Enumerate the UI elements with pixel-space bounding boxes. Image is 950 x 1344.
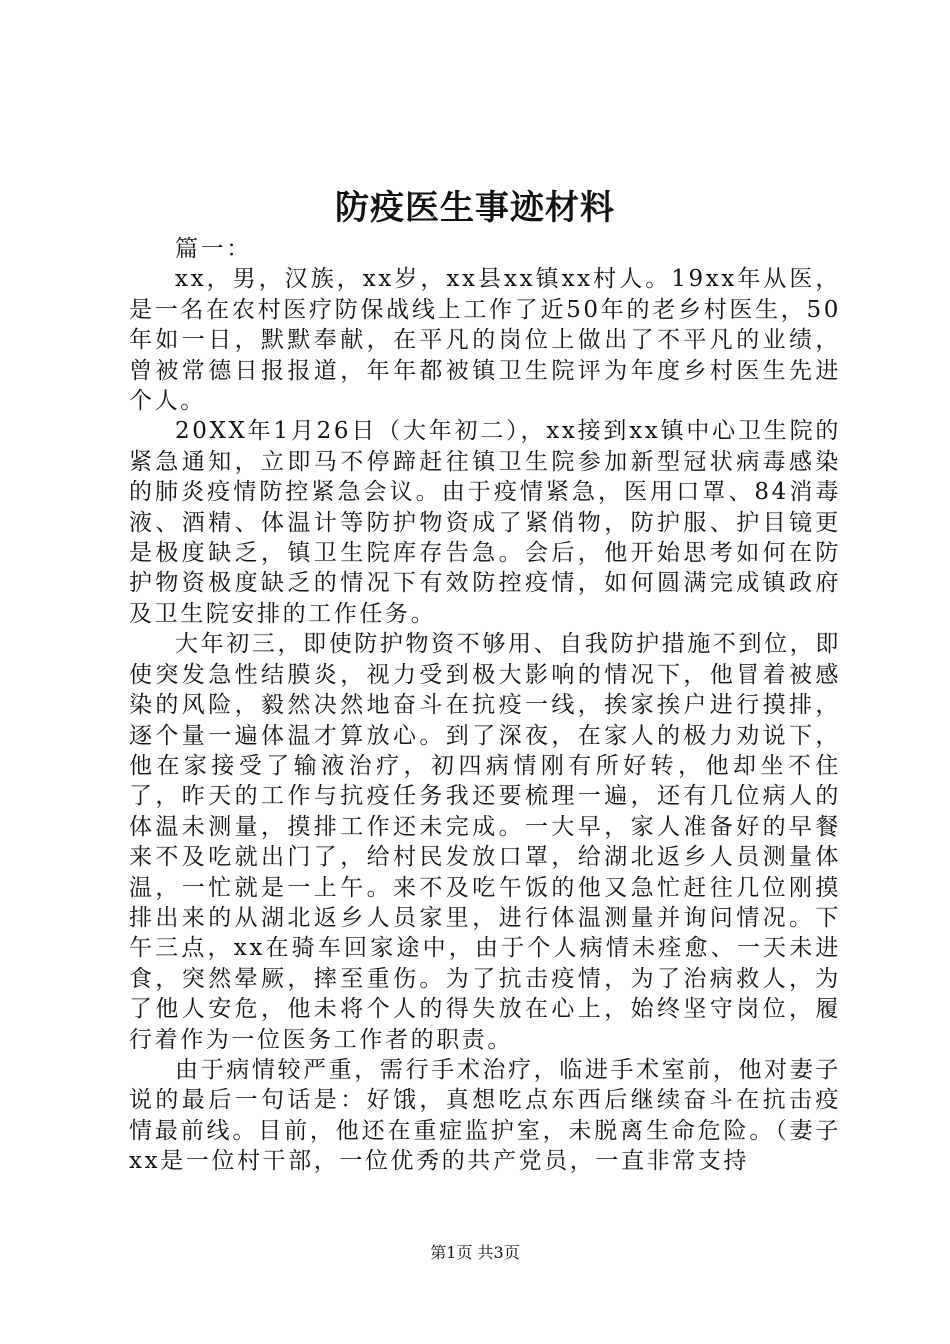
section-heading: 篇一： <box>175 236 252 262</box>
paragraph: 20XX年1月26日（大年初二），xx接到xx镇中心卫生院的紧急通知，立即马不停蹄赶往镇卫生院参加新型冠状病毒感染的肺炎疫情防控紧急会议。由于疫情紧急，医用口罩、84消毒液、酒精、体温计等防护物资成了紧俏物，防护服、护目镜更是极度缺乏，镇卫生院库存告急。会后，他开始思考如何在防护物资极度缺乏的情况下有效防控疫情，如何圆满完成镇政府及卫生院安排的工作任务。 <box>129 418 841 627</box>
paragraph: 由于病情较严重，需行手术治疗，临进手术室前，他对妻子说的最后一句话是：好饿，真想吃点东西后继续奋斗在抗击疫情最前线。目前，他还在重症监护室，未脱离生命危险。（妻子xx是一位村干部，一位优秀的共产党员，一直非常支持 <box>129 1056 841 1175</box>
page-footer: 第1页 共3页 <box>430 1243 520 1262</box>
paragraph: xx，男，汉族，xx岁，xx县xx镇xx村人。19xx年从医，是一名在农村医疗防保战线上工作了近50年的老乡村医生，50年如一日，默默奉献，在平凡的岗位上做出了不平凡的业绩，曾被常德日报报道，年年都被镇卫生院评为年度乡村医生先进个人。 <box>129 266 841 415</box>
document-title: 防疫医生事迹材料 <box>335 188 615 228</box>
paragraph: 大年初三，即使防护物资不够用、自我防护措施不到位，即使突发急性结膜炎，视力受到极大影响的情况下，他冒着被感染的风险，毅然决然地奋斗在抗疫一线，挨家挨户进行摸排，逐个量一遍体温才算放心。到了深夜，在家人的极力劝说下，他在家接受了输液治疗，初四病情刚有所好转，他却坐不住了，昨天的工作与抗疫任务我还要梳理一遍，还有几位病人的体温未测量，摸排工作还未完成。一大早，家人准备好的早餐来不及吃就出门了，给村民发放口罩，给湖北返乡人员测量体温，一忙就是一上午。来不及吃午饭的他又急忙赶往几位刚摸排出来的从湖北返乡人员家里，进行体温测量并询问情况。下午三点，xx在骑车回家途中，由于个人病情未痊愈、一天未进食，突然晕厥，摔至重伤。为了抗击疫情，为了治病救人，为了他人安危，他未将个人的得失放在心上，始终坚守岗位，履行着作为一位医务工作者的职责。 <box>129 631 841 1053</box>
document-body <box>129 234 841 1177</box>
